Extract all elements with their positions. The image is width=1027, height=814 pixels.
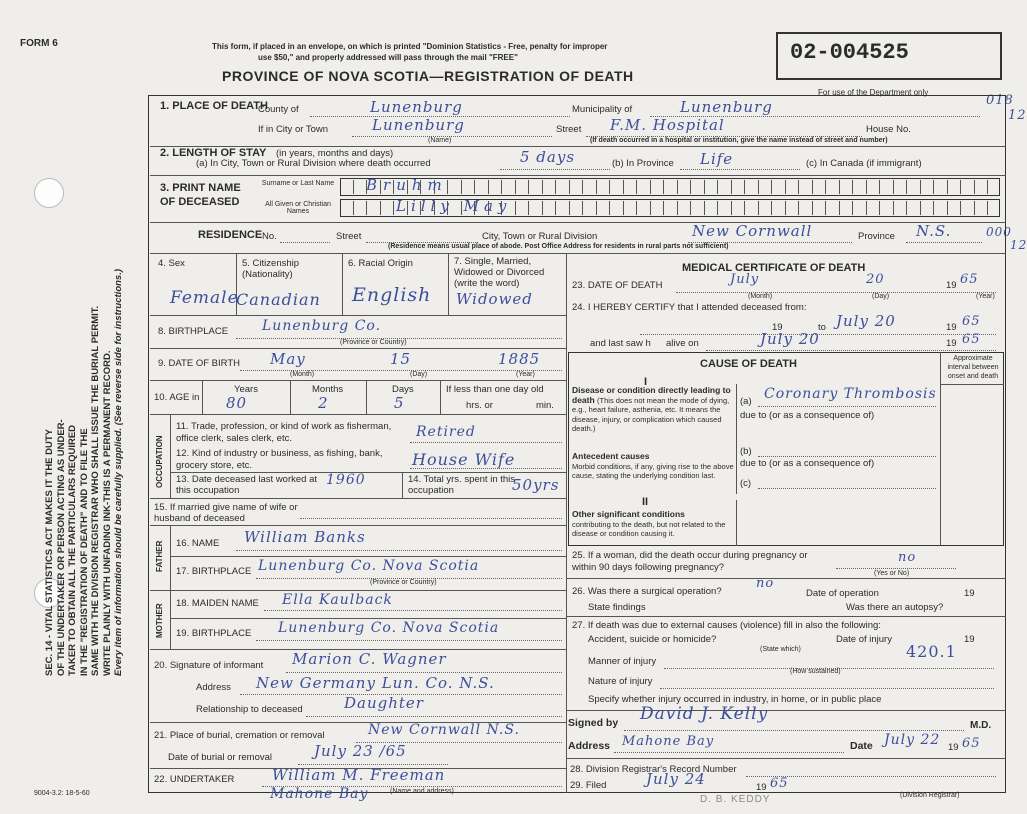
stay-canada-label: (c) In Canada (if immigrant) (806, 158, 922, 169)
sex-label: 4. Sex (158, 258, 185, 269)
registrar-stamp: D. B. KEDDY (700, 794, 771, 805)
stay-province-label: (b) In Province (612, 158, 674, 169)
filed-19: 19 (756, 782, 767, 793)
doc-date-value: July 22 (884, 732, 941, 748)
alive-on-label: alive on (666, 338, 699, 349)
industry-value: House Wife (412, 450, 516, 469)
roman-one: I (644, 376, 648, 388)
father-birthplace-label: 17. BIRTHPLACE (176, 566, 252, 577)
operation-value: no (756, 576, 775, 591)
length-of-stay-sub: (in years, months and days) (276, 148, 394, 159)
citizenship-value: Canadian (236, 290, 321, 309)
state-which-sub: (State which) (760, 646, 801, 653)
age-less-day-label: If less than one day old (446, 384, 544, 395)
side-line-1: SEC. 14 - VITAL STATISTICS ACT MAKES IT THE DUTY (44, 428, 55, 676)
age-years-label: Years (234, 384, 258, 395)
date-injury-label: Date of injury (836, 634, 892, 645)
age-months-label: Months (312, 384, 344, 395)
total-years-value: 50yrs (512, 476, 560, 494)
birthplace-sub: (Province or Country) (340, 339, 407, 346)
due-to-1: due to (or as a consequence of) (740, 410, 875, 421)
date-op-19: 19 (964, 588, 975, 599)
house-no-label: House No. (866, 124, 911, 135)
age-hrs-label: hrs. or (466, 400, 493, 411)
residence-label: RESIDENCE (198, 229, 263, 241)
doc-year-value: 65 (962, 736, 981, 751)
interval-label: Approximate interval between onset and death (947, 355, 999, 380)
certify-19a: 19 (772, 322, 783, 333)
state-findings-label: State findings (588, 602, 646, 613)
residence-city-label: City, Town or Rural Division (482, 231, 598, 242)
antecedent-label: Antecedent causes Morbid conditions, if any, giving rise to the above cause, stating the underlying condition last. (572, 451, 734, 480)
dob-month-sub: (Month) (290, 371, 315, 378)
mother-birthplace-value: Lunenburg Co. Nova Scotia (278, 620, 500, 636)
last-saw-value: July 20 (760, 330, 820, 348)
age-days-label: Days (392, 384, 414, 395)
cause-title: CAUSE OF DEATH (700, 358, 797, 370)
last-worked-value: 1960 (326, 472, 366, 488)
doc-address-label: Address (568, 740, 611, 752)
operation-label: 26. Was there a surgical operation? (572, 586, 722, 597)
city-value: Lunenburg (372, 116, 465, 134)
icd-code: 420.1 (906, 642, 957, 661)
side-line-4: IN THE "REGISTRATION OF DEATH" AND TO FILE THE (78, 428, 90, 676)
signed-value: David J. Kelly (640, 704, 769, 724)
dob-year-sub: (Year) (516, 371, 535, 378)
mother-maiden-label: 18. MAIDEN NAME (176, 598, 259, 609)
birthplace-value: Lunenburg Co. (262, 318, 382, 334)
father-label: FATHER (155, 540, 164, 572)
residence-province-value: N.S. (916, 222, 952, 240)
doc-address-value: Mahone Bay (622, 734, 715, 749)
age-label: 10. AGE in (154, 392, 200, 403)
med-cert-title: MEDICAL CERTIFICATE OF DEATH (682, 262, 866, 274)
last-saw-year-value: 65 (962, 332, 981, 347)
external-causes-label: 27. If death was due to external causes (violence) fill in also the following: (572, 620, 881, 631)
md-label: M.D. (970, 720, 992, 731)
county-label: County of (258, 104, 299, 115)
informant-address-value: New Germany Lun. Co. N.S. (256, 674, 495, 692)
father-name-value: William Banks (244, 528, 366, 546)
form-title: PROVINCE OF NOVA SCOTIA—REGISTRATION OF DEATH (222, 68, 634, 84)
informant-value: Marion C. Wagner (292, 650, 447, 668)
informant-label: 20. Signature of informant (154, 660, 264, 671)
burial-place-value: New Cornwall N.S. (368, 722, 520, 738)
print-name-label: 3. PRINT NAME OF DECEASED (160, 182, 241, 208)
residence-city-value: New Cornwall (692, 222, 813, 240)
date-injury-19: 19 (964, 634, 975, 645)
margin-code-4: 12 (1010, 238, 1027, 252)
pregnancy-label: 25. If a woman, did the death occur during pregnancy or within 90 days following pregnancy? (572, 550, 808, 573)
father-birthplace-sub: (Province or Country) (370, 579, 437, 586)
last-worked-label: 13. Date deceased last worked at this occupation (176, 474, 318, 496)
date-op-label: Date of operation (806, 588, 879, 599)
trade-label: 11. Trade, profession, or kind of work as fisherman, office clerk, sales clerk, etc. (176, 421, 392, 444)
age-months-value: 2 (318, 394, 329, 412)
trade-value: Retired (416, 424, 476, 440)
citizenship-label: 5. Citizenship (Nationality) (242, 258, 300, 280)
marital-label: 7. Single, Married, Widowed or Divorced (write the word) (454, 256, 545, 289)
signed-by-label: Signed by (568, 717, 619, 729)
side-line-5: SAME WITH THE DIVISION REGISTRAR WHO SHALL ISSUE THE BURIAL PERMIT. (90, 305, 101, 676)
dob-day-value: 15 (390, 350, 412, 368)
attend-year-value: 65 (962, 314, 981, 329)
side-instructions (44, 269, 125, 676)
occupation-label: OCCUPATION (155, 435, 164, 488)
record-number-label: 28. Division Registrar's Record Number (570, 764, 737, 775)
disease-label: Disease or condition directly leading to death (This does not mean the mode of dying, e.g., heart failure, asthenia, etc. It means the disease, injury, or complication which caused death.) (572, 385, 731, 433)
nature-label: Nature of injury (588, 676, 653, 687)
death-year-value: 65 (960, 272, 979, 287)
specify-label: Specify whether injury occurred in industry, in home, or in public place (588, 694, 882, 705)
racial-label: 6. Racial Origin (348, 258, 413, 269)
surname-value: Bruhm (366, 176, 448, 194)
side-line-2: OF THE UNDERTAKER OR PERSON ACTING AS UNDER- (55, 419, 67, 676)
side-line-3: TAKER TO OBTAIN ALL THE PARTICULARS REQUIRED (67, 424, 78, 676)
age-years-value: 80 (226, 394, 248, 412)
cause-b-label: (b) (740, 446, 752, 457)
spouse-label: 15. If married give name of wife or husband of deceased (154, 502, 298, 524)
filed-year-value: 65 (770, 776, 789, 791)
margin-code-1: 018 (986, 93, 1014, 108)
date-of-death-label: 23. DATE OF DEATH (572, 280, 663, 291)
undertaker-value: William M. Freeman (272, 766, 446, 784)
street-value: F.M. Hospital (610, 116, 725, 134)
notice-line-2: use $50," and properly addressed will pass through the mail "FREE" (258, 53, 518, 62)
father-name-label: 16. NAME (176, 538, 220, 549)
stay-city-label: (a) In City, Town or Rural Division where death occurred (196, 158, 431, 169)
death-19-label: 19 (946, 280, 957, 291)
dob-month-value: May (270, 350, 306, 368)
manner-label: Manner of injury (588, 656, 657, 667)
total-years-label: 14. Total yrs. spent in this occupation (408, 474, 516, 496)
surname-label: Surname or Last Name (261, 180, 335, 187)
how-sustained-sub: (How sustained) (790, 668, 841, 675)
cause-a-label: (a) (740, 396, 752, 407)
death-day-sub: (Day) (872, 293, 890, 300)
registration-number: 02-004525 (790, 40, 909, 65)
side-italic-note: Every item of information should be carefully supplied. (See reverse side for instructions.) (113, 268, 124, 676)
age-days-value: 5 (394, 394, 405, 412)
industry-label: 12. Kind of industry or business, as fishing, bank, grocery store, etc. (176, 448, 383, 471)
dob-label: 9. DATE OF BIRTH (158, 358, 240, 369)
due-to-2: due to (or as a consequence of) (740, 458, 875, 469)
age-min-label: min. (536, 400, 554, 411)
cause-a-value: Coronary Thrombosis (764, 386, 937, 402)
municipality-value: Lunenburg (680, 98, 773, 116)
attend-to-value: July 20 (836, 312, 896, 330)
death-year-sub: (Year) (976, 293, 995, 300)
last-saw-19: 19 (946, 338, 957, 349)
father-birthplace-value: Lunenburg Co. Nova Scotia (258, 558, 480, 574)
death-month-sub: (Month) (748, 293, 773, 300)
mother-label: MOTHER (155, 603, 164, 638)
side-line-6: WRITE PLAINLY WITH UNFADING INK-THIS IS A PERMANENT RECORD. (101, 350, 113, 676)
form-number: FORM 6 (20, 38, 58, 49)
accident-label: Accident, suicide or homicide? (588, 634, 717, 645)
roman-two: II (642, 496, 649, 508)
mother-maiden-value: Ella Kaulback (282, 592, 393, 608)
undertaker-sub: (Name and address) (390, 788, 454, 795)
dob-day-sub: (Day) (410, 371, 428, 378)
certify-label: 24. I HEREBY CERTIFY that I attended deceased from: (572, 302, 807, 313)
county-value: Lunenburg (370, 98, 463, 116)
residence-province-label: Province (858, 231, 895, 242)
residence-street-label: Street (336, 231, 362, 242)
given-label: All Given or Christian Names (265, 201, 331, 215)
yes-no-sub: (Yes or No) (874, 570, 910, 577)
dob-year-value: 1885 (498, 350, 541, 368)
name-sub-label: (Name) (428, 137, 452, 144)
stay-city-value: 5 days (520, 148, 576, 166)
punch-hole-top (34, 178, 64, 208)
last-saw-label: and last saw h (590, 338, 651, 349)
certify-19b: 19 (946, 322, 957, 333)
death-month-value: July (730, 272, 760, 287)
sex-value: Female (170, 288, 239, 308)
burial-place-label: 21. Place of burial, cremation or removal (154, 730, 325, 741)
undertaker-label: 22. UNDERTAKER (154, 774, 235, 785)
notice-line-1: This form, if placed in an envelope, on which is printed "Dominion Statistics - Free, penalty for improper (212, 42, 608, 51)
doc-19: 19 (948, 742, 959, 753)
filed-label: 29. Filed (570, 780, 607, 791)
div-registrar-sub: (Division Registrar) (900, 792, 960, 799)
length-of-stay-label: 2. LENGTH OF STAY (160, 147, 267, 159)
margin-code-3: 000 (986, 225, 1012, 239)
place-of-death-label: 1. PLACE OF DEATH (160, 100, 268, 112)
hospital-note: (If death occurred in a hospital or institution, give the name instead of street and number) (590, 137, 888, 144)
pregnancy-value: no (898, 550, 917, 565)
dept-use-note: For use of the Department only (818, 88, 929, 97)
filed-value: July 24 (646, 770, 706, 788)
autopsy-label: Was there an autopsy? (846, 602, 944, 613)
informant-address-label: Address (196, 682, 231, 693)
burial-date-label: Date of burial or removal (168, 752, 273, 763)
birthplace-label: 8. BIRTHPLACE (158, 326, 229, 337)
marital-value: Widowed (456, 290, 533, 308)
relationship-label: Relationship to deceased (196, 704, 303, 715)
certify-to: to (818, 322, 826, 333)
given-value: Lilly May (396, 197, 512, 215)
undertaker-town-value: Mahone Bay (270, 786, 369, 802)
relationship-value: Daughter (344, 694, 424, 712)
street-label: Street (556, 124, 582, 135)
city-label: If in City or Town (258, 124, 329, 135)
margin-code-2: 12 (1008, 108, 1027, 123)
stay-province-value: Life (700, 150, 734, 168)
racial-value: English (352, 284, 432, 306)
municipality-label: Municipality of (572, 104, 633, 115)
burial-date-value: July 23 /65 (314, 742, 407, 760)
doc-date-label: Date (850, 740, 873, 752)
residence-note: (Residence means usual place of abode. Post Office Address for residents in rural parts not sufficient) (388, 243, 729, 250)
other-significant-label: Other significant conditions contributing to the death, but not related to the disease or condition causing it. (572, 509, 726, 538)
footer-code: 9004-3.2: 18-5-60 (34, 790, 90, 797)
death-day-value: 20 (866, 272, 885, 287)
cause-c-label: (c) (740, 478, 752, 489)
mother-birthplace-label: 19. BIRTHPLACE (176, 628, 252, 639)
residence-no-label: No. (262, 231, 277, 242)
